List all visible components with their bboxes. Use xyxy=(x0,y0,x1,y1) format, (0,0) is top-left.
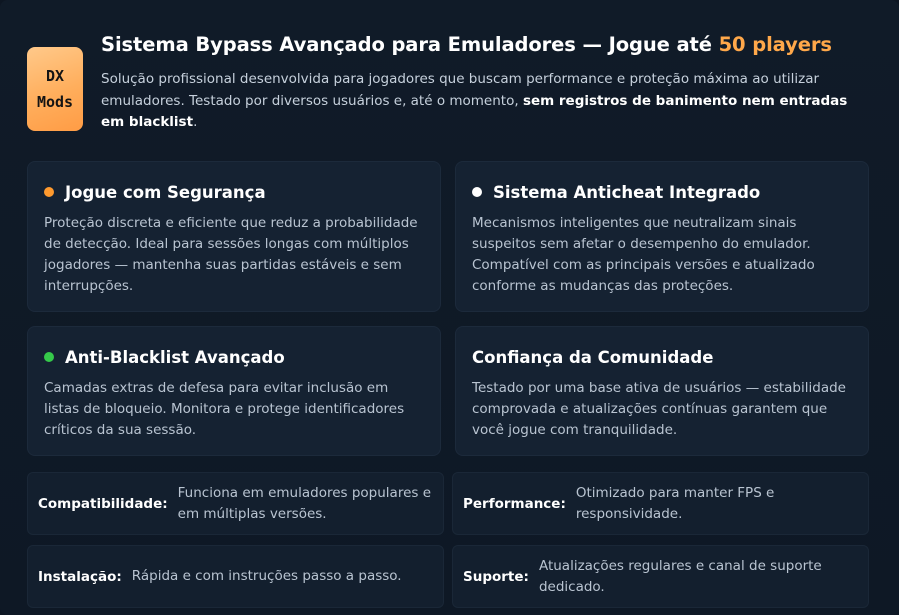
page-subtitle xyxy=(101,69,871,134)
white-dot-icon xyxy=(472,187,482,197)
feature-card-security xyxy=(27,161,441,312)
feature-card-anti-blacklist xyxy=(27,326,441,456)
logo-line-1: DX xyxy=(45,67,65,85)
info-text: Atualizações regulares e canal de suporte dedicado. xyxy=(538,557,822,595)
card-description: Proteção discreta e eficiente que reduz a probabilidade de detecção. Ideal para sessões longas com múltiplos jogadores — mantenha suas partidas estáveis e sem interrupções. xyxy=(44,215,418,294)
subtitle-highlight: sem registros de banimento nem entradas em blacklist xyxy=(101,92,848,130)
card-title: Jogue com Segurança xyxy=(65,182,266,202)
card-description: Testado por uma base ativa de usuários — estabilidade comprovada e atualizações contínuas garantem que você jogue com tranquilidade. xyxy=(472,380,846,438)
info-text: Funciona em emuladores populares e em múltiplas versões. xyxy=(177,484,432,522)
card-title: Anti-Blacklist Avançado xyxy=(65,347,285,367)
page-title-main: Sistema Bypass Avançado para Emuladores — Jogue até xyxy=(101,33,719,56)
info-installation xyxy=(27,545,444,608)
card-header xyxy=(472,180,852,204)
info-performance xyxy=(452,472,869,535)
card-header xyxy=(472,345,852,369)
subtitle-text: Solução profissional desenvolvida para jogadores que buscam performance e proteção máxima ao utilizar emuladores. Testado por diversos usuários e, até o momento, xyxy=(101,71,820,109)
info-label: Instalação: xyxy=(38,568,122,585)
card-description: Mecanismos inteligentes que neutralizam sinais suspeitos sem afetar o desempenho do emulador. Compatível com as principais versões e atualizado conforme as mudanças das proteções. xyxy=(472,215,815,294)
logo-line-2: Mods xyxy=(36,93,74,111)
orange-dot-icon xyxy=(44,187,54,197)
page-title-accent: 50 players xyxy=(718,33,832,56)
info-label: Performance: xyxy=(463,495,566,512)
info-support xyxy=(452,545,869,608)
info-text: Otimizado para manter FPS e responsividade. xyxy=(575,484,775,522)
card-description: Camadas extras de defesa para evitar inclusão em listas de bloqueio. Monitora e protege identificadores críticos da sua sessão. xyxy=(44,380,405,438)
card-title: Confiança da Comunidade xyxy=(472,347,714,367)
page-title xyxy=(101,33,832,56)
subtitle-end: . xyxy=(193,114,198,130)
info-text: Rápida e com instruções passo a passo. xyxy=(131,568,402,584)
feature-card-community xyxy=(455,326,869,456)
card-header xyxy=(44,345,424,369)
card-title: Sistema Anticheat Integrado xyxy=(493,182,761,202)
feature-card-anticheat xyxy=(455,161,869,312)
info-label: Suporte: xyxy=(463,568,529,585)
card-header xyxy=(44,180,424,204)
dx-mods-logo xyxy=(27,47,83,131)
info-compatibility xyxy=(27,472,444,535)
green-dot-icon xyxy=(44,352,54,362)
info-label: Compatibilidade: xyxy=(38,495,168,512)
